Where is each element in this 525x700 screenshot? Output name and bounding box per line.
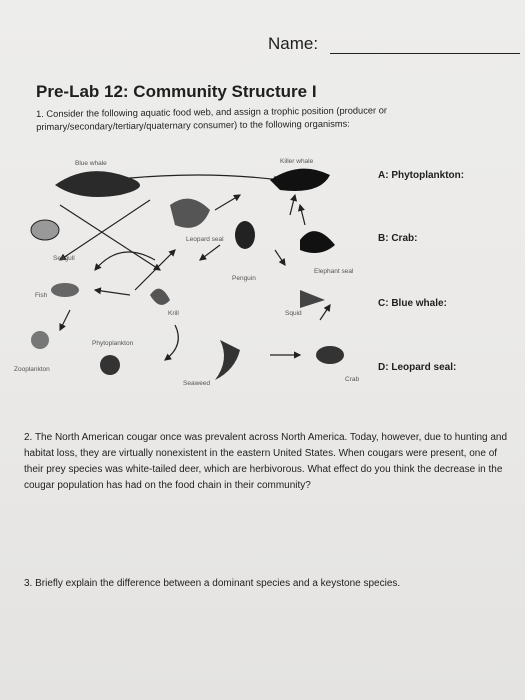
label-penguin: Penguin xyxy=(232,275,256,282)
label-zooplankton: Zooplankton xyxy=(14,366,50,373)
label-seagull: Seagull xyxy=(53,255,75,262)
fish-icon xyxy=(51,283,79,297)
label-seaweed: Seaweed xyxy=(183,380,211,387)
food-web-diagram xyxy=(0,150,370,400)
krill-icon xyxy=(150,289,170,305)
seagull-icon xyxy=(31,220,59,240)
label-squid: Squid xyxy=(285,310,302,317)
question-1-text: 1. Consider the following aquatic food web, and assign a trophic position (producer or primary/secondary/tertiary/quaternary consumer) to the following organisms: xyxy=(36,105,388,132)
answer-c-label: C: Blue whale: xyxy=(378,298,447,309)
arrow-cross-1 xyxy=(60,205,160,270)
leopard-seal-icon xyxy=(170,199,210,228)
arrow-whale-to-killer xyxy=(110,175,280,180)
arrow-cross-2 xyxy=(60,200,150,260)
arrow-seal-to-killer xyxy=(215,195,240,210)
label-krill: Krill xyxy=(168,310,179,317)
phytoplankton-icon xyxy=(100,355,120,375)
question-2-text: 2. The North American cougar once was prevalent across North America. Today, however, due to hunting and habitat loss, they are virtually nonexistent in the eastern United States. When cougars were present, one of their prey species was white-tailed deer, which are herbivorous. What effect do you think the decrease in the cougar population has had on the food chain in their community? xyxy=(24,432,508,491)
label-phytoplankton: Phytoplankton xyxy=(92,340,134,347)
name-label: Name: xyxy=(268,34,319,53)
page-title: Pre-Lab 12: Community Structure I xyxy=(36,82,317,101)
zooplankton-icon xyxy=(31,331,49,349)
label-leopard-seal: Leopard seal xyxy=(186,236,224,243)
killer-whale-icon xyxy=(270,169,330,191)
label-blue-whale: Blue whale xyxy=(75,160,107,167)
squid-icon xyxy=(300,290,325,308)
elephant-seal-icon xyxy=(300,231,335,253)
label-elephant-seal: Elephant seal xyxy=(314,268,354,275)
blue-whale-icon xyxy=(55,171,140,197)
name-blank-line[interactable] xyxy=(330,53,520,54)
question-3-text: 3. Briefly explain the difference between a dominant species and a keystone species. xyxy=(24,578,401,589)
label-killer-whale: Killer whale xyxy=(280,158,314,165)
label-fish: Fish xyxy=(35,292,48,299)
penguin-icon xyxy=(235,221,255,249)
crab-icon xyxy=(316,346,344,364)
answer-d-label: D: Leopard seal: xyxy=(378,362,457,373)
label-crab: Crab xyxy=(345,376,360,383)
answer-a-label: A: Phytoplankton: xyxy=(378,170,465,181)
answer-b-label: B: Crab: xyxy=(378,233,418,244)
seaweed-icon xyxy=(215,340,240,380)
